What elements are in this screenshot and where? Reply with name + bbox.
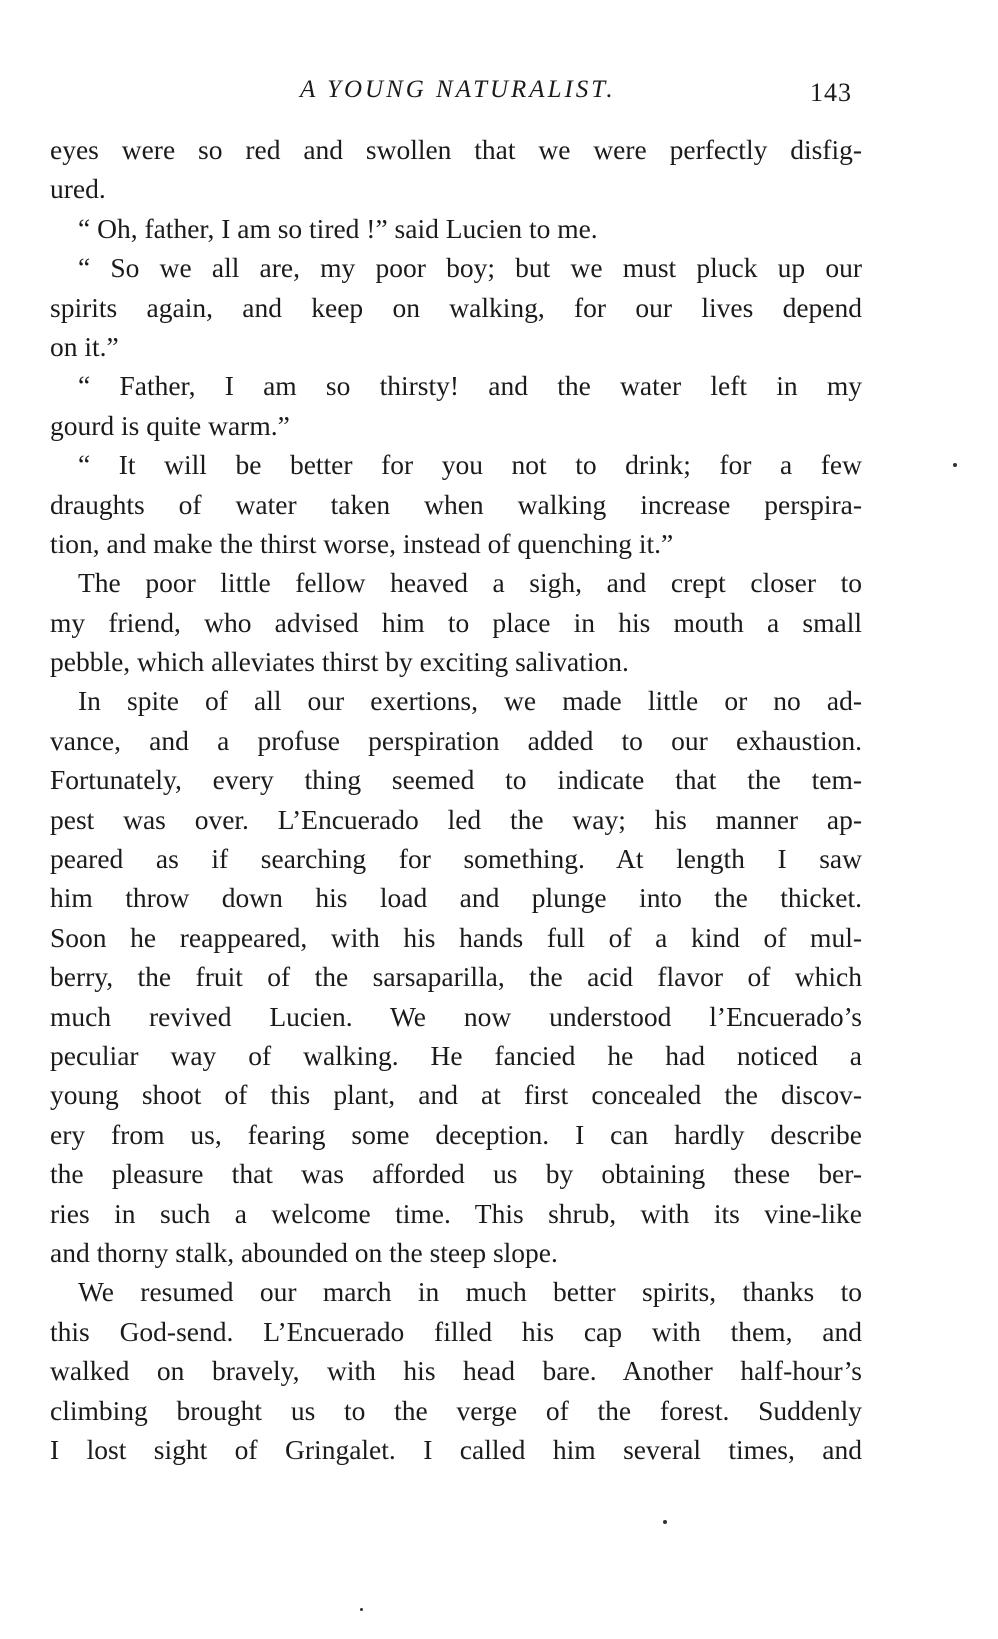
page-number: 143 (810, 78, 852, 107)
page-header (0, 72, 998, 112)
text-line: this God-send. L’Encuerado filled his cap with them, and (50, 1315, 862, 1347)
text-line: eyes were so red and swollen that we were perfectly disfig- (50, 134, 862, 165)
text-line: ured. (50, 173, 106, 205)
body-text (50, 130, 862, 1469)
text-line: young shoot of this plant, and at first concealed the discov- (50, 1079, 862, 1111)
text-line: “ It will be better for you not to drink; for a few (78, 449, 862, 481)
text-line: “ Father, I am so thirsty! and the water left in my (78, 370, 862, 402)
running-title: A YOUNG NATURALIST. (300, 76, 616, 103)
ink-speck (360, 1608, 363, 1611)
text-line: berry, the fruit of the sarsaparilla, the acid flavor of which (50, 961, 862, 993)
text-line: on it.” (50, 330, 119, 362)
ink-speck (663, 1520, 667, 1524)
text-line: climbing brought us to the verge of the forest. Suddenly (50, 1394, 862, 1426)
text-line: Fortunately, every thing seemed to indicate that the tem- (50, 764, 862, 796)
text-line: I lost sight of Gringalet. I called him several times, and (50, 1433, 862, 1465)
text-line: ries in such a welcome time. This shrub, with its vine-like (50, 1197, 862, 1229)
text-line: the pleasure that was afforded us by obtaining these ber- (50, 1158, 862, 1190)
ink-speck (953, 463, 957, 467)
text-line: much revived Lucien. We now understood l’Encuerado’s (50, 1000, 862, 1032)
text-line: vance, and a profuse perspiration added to our exhaustion. (50, 724, 862, 756)
text-line: him throw down his load and plunge into the thicket. (50, 882, 862, 914)
text-line: and thorny stalk, abounded on the steep slope. (50, 1236, 558, 1268)
text-line: The poor little fellow heaved a sigh, and crept closer to (78, 567, 862, 599)
text-line: “ Oh, father, I am so tired !” said Lucien to me. (78, 212, 598, 244)
text-line: walked on bravely, with his head bare. Another half-hour’s (50, 1355, 862, 1387)
text-line: peculiar way of walking. He fancied he had noticed a (50, 1039, 862, 1071)
text-line: spirits again, and keep on walking, for our lives depend (50, 291, 862, 323)
text-line: tion, and make the thirst worse, instead of quenching it.” (50, 527, 674, 559)
text-line: peared as if searching for something. At length I saw (50, 843, 862, 875)
text-line: ery from us, fearing some deception. I can hardly describe (50, 1118, 862, 1150)
text-line: We resumed our march in much better spirits, thanks to (78, 1276, 862, 1308)
text-line: pest was over. L’Encuerado led the way; his manner ap- (50, 803, 862, 835)
text-line: In spite of all our exertions, we made little or no ad- (78, 685, 862, 717)
text-line: Soon he reappeared, with his hands full of a kind of mul- (50, 921, 862, 953)
text-line: pebble, which alleviates thirst by exciting salivation. (50, 646, 629, 678)
text-line: gourd is quite warm.” (50, 409, 290, 441)
text-line: draughts of water taken when walking increase perspira- (50, 488, 862, 520)
text-line: my friend, who advised him to place in his mouth a small (50, 606, 862, 638)
text-line: “ So we all are, my poor boy; but we must pluck up our (78, 252, 862, 284)
